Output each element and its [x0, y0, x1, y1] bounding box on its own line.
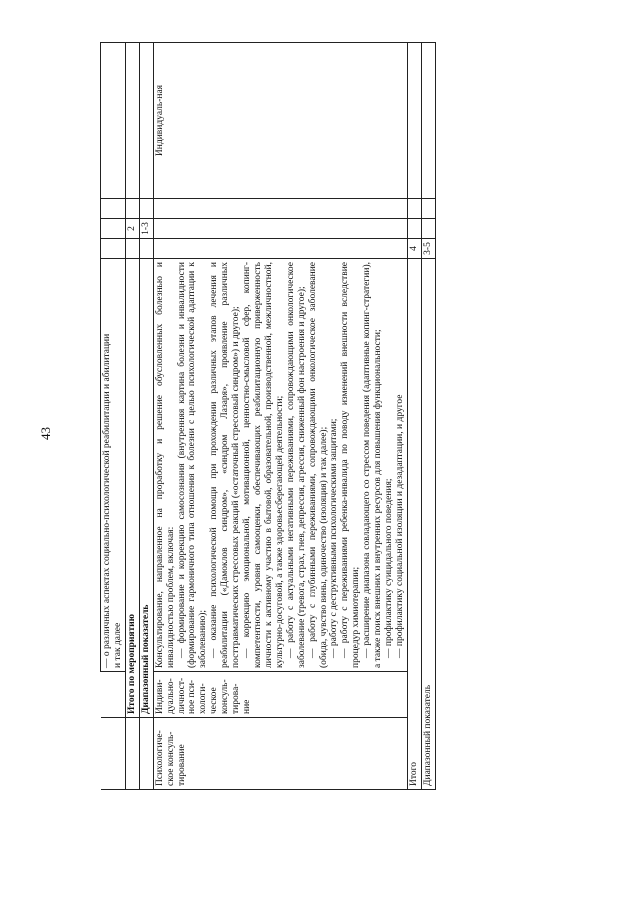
individual-label: Индивидуаль-ная [153, 43, 407, 199]
range-value: 1-3 [139, 219, 153, 239]
page-number: 43 [38, 427, 53, 440]
range-label: Диапазонный показатель [139, 259, 153, 718]
table-row [101, 43, 126, 790]
range-label: Диапазонный показатель [421, 259, 435, 790]
itogo-label: Итого [407, 259, 421, 790]
itogo-value: 4 [407, 239, 421, 259]
table-row [125, 43, 139, 790]
table-row [421, 43, 435, 790]
table-row [153, 43, 407, 790]
itogo-meropriyatiyu-value: 2 [125, 219, 139, 239]
continued-text: — о различных аспектах социально-психологической реабилитации и абилитации и так далее [101, 259, 126, 672]
range-value: 3-5 [421, 239, 435, 259]
table-row [407, 43, 421, 790]
service-form: Индиви-дуально-личност-ное пси-хологи-ческое консуль-тирова-ние [153, 672, 407, 718]
table-row [139, 43, 153, 790]
itogo-meropriyatiyu-label: Итого по мероприятию [125, 259, 139, 718]
rotated-table-page [100, 43, 540, 790]
service-name: Психологиче-ское консуль-тирование [153, 718, 407, 790]
service-description: Консультирование, направленное на проработку и решение обусловленных болезнью и инвалидностью проблем, включая: — формирование и коррекцию самосознания (внутренняя картина болезни и инвалидности (формирование гармоничного типа отношения к болезни с целью психологической адаптации к заболеванию); — оказание психологической помощи при прохождении различных этапов лечения и реабилитации («Дамоклов синдром», «синдром Лазаря», проявление различных посттравматических стрессовых реакций («остаточный стрессовый синдром») и другое); — коррекцию эмоциональной, мотивационной, ценностно-смысловой сфер, копинг-компетентности, уровня самооценки, обеспечивающих реабилитационную приверженность личности к активному участию в бытовой, образовательной, производственной, межличностной, культурно-досуговой, а также здоровьесберегающей деятельности; — работу с актуальными негативными переживаниями, сопровождающими онкологическое заболевание (тревога, страх, гнев, депрессия, агрессия, сниженный фон настроения и другое); — работу с глубинными переживаниями, сопровождающими онкологическое заболевание (обида, чувство вины, одиночество (изоляция) и так далее); — работу с деструктивными психологическими защитами; — работу с переживаниями ребенка-инвалида по поводу изменений внешности вследствие процедур химиотерапии; — расширение диапазона совладающего со стрессом поведения (адаптивные копинг-стратегии), а также поиск внешних и внутренних ресурсов для повышения функциональности; — профилактику суицидального поведения; — профилактику социальной изоляции и дезадаптации, и другое [153, 259, 407, 672]
rehab-table [100, 42, 436, 790]
